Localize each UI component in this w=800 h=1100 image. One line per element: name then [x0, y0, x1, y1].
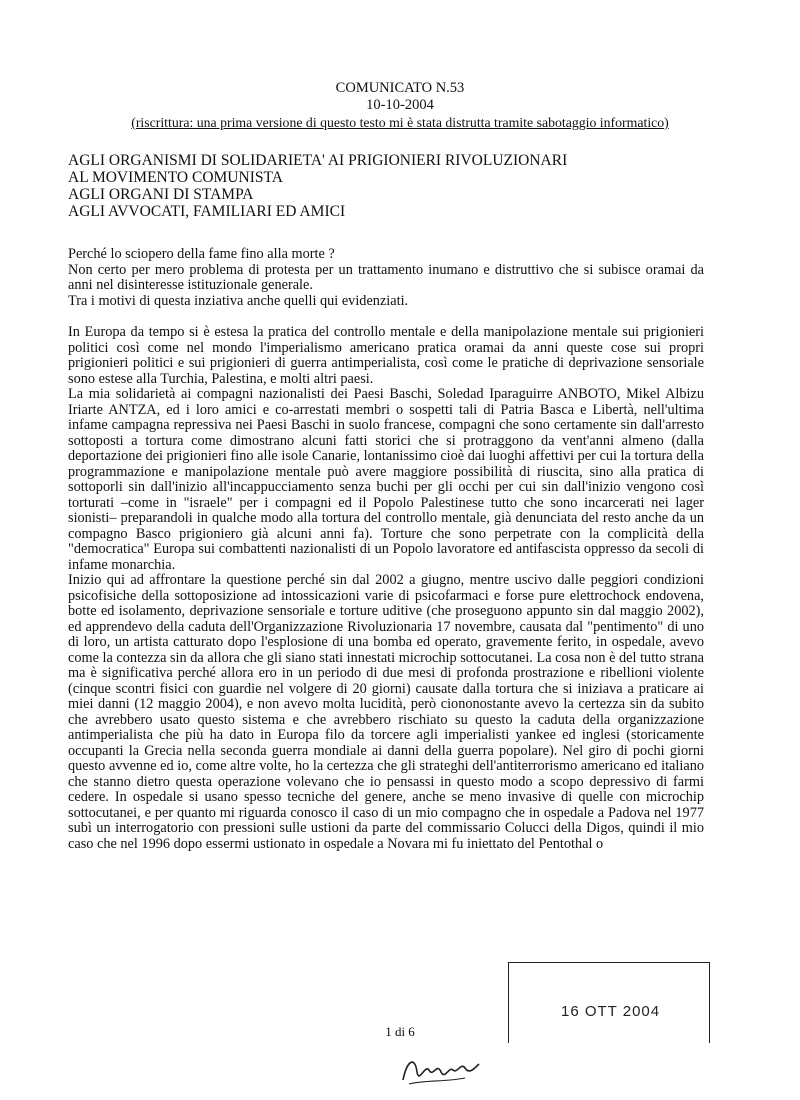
addressee-list — [68, 152, 567, 220]
signature-icon — [395, 1050, 485, 1090]
addressee-line: AGLI ORGANI DI STAMPA — [68, 186, 254, 203]
stamp-date: 16 OTT 2004 — [561, 1003, 661, 1020]
communique-title: COMUNICATO N.53 — [335, 80, 465, 96]
body-paragraph: La mia solidarietà ai compagni nazionalisti dei Paesi Baschi, Soledad Iparaguirre ANBOTO, Mikel Albizu Iriarte ANTZA, ed i loro amici e co-arrestati membri o sospetti tali di Patria Basca e Libertà, nell'ultima infame campagna repressiva nei Paesi Baschi in suolo francese, compagni che sono certamente sin dall'arresto sottoposti a tortura come dimostrano alcuni fatti storici che si protraggono da vent'anni almeno (dalla deportazione dei prigionieri fino alle isole Canarie, lontanissimo cioè dai luoghi affettivi per cui la tortura della programmazione e manipolazione mentale può avere maggiore possibilità di riuscita, sino alla pratica di sottoporli sin dall'inizio all'incappucciamento senza buchi per gli occhi per cui sin dall'inizio vengono così torturati –come in "israele" per i compagni ed il Popolo Palestinese tutto che sono incarcerati nei lager sionisti– preparandoli in qualche modo alla tortura del controllo mentale, già denunciata del resto anche da un compagno Basco prigioniero già alcuni anni fa). Torture che sono perpetrate con la complicità della "democratica" Europa sui combattenti nazionalisti di un Popolo lavoratore ed antifascista oppresso da secoli di infame monarchia. — [68, 386, 704, 573]
document-header — [0, 80, 800, 131]
body-paragraph: In Europa da tempo si è estesa la pratica del controllo mentale e della manipolazione mentale sui prigionieri politici così come nel mondo l'imperialismo americano pratica oramai da anni queste cose sui propri prigionieri politici e sui prigionieri di guerra antimperialista, così come le pratiche di deprivazione sensoriale sono estese alla Turchia, Palestina, e molti altri paesi. — [68, 324, 704, 387]
communique-date: 10-10-2004 — [366, 97, 434, 113]
addressee-line: AGLI AVVOCATI, FAMILIARI ED AMICI — [68, 203, 346, 220]
addressee-line: AL MOVIMENTO COMUNISTA — [68, 169, 283, 186]
body-paragraph: Non certo per mero problema di protesta per un trattamento inumano e distruttivo che si subisce oramai da anni nel disinteresse istituzionale generale. — [68, 261, 704, 293]
document-body — [68, 247, 704, 852]
rewrite-note: (riscrittura: una prima versione di questo testo mi è stata distrutta tramite sabotaggio informatico) — [131, 115, 669, 130]
body-paragraph: Inizio qui ad affrontare la questione perché sin dal 2002 a giugno, mentre uscivo dalle peggiori condizioni psicofisiche della sottoposizione ad intossicazioni varie di psicofarmaci e forse pure elettrochock endovena, botte ed isolamento, deprivazione sensoriale e torture uditive (che proseguono appunto sin dal maggio 2002), ed apprendevo della caduta dell'Organizzazione Rivoluzionaria 17 novembre, causata dal "pentimento" di uno di loro, un artista catturato dopo l'esplosione di una bomba ed operato, gravemente ferito, in ospedale, avevo come la contezza sin da allora che gli siano stati innestati microchip sottocutanei. La cosa non è del tutto strana ma è significativa perché allora ero in un periodo di due mesi di profonda prostrazione e ribellioni violente (cinque scontri fisici con guardie nel volgere di 20 giorni) causate dalla tortura che si iniziava a praticare ai miei danni (12 maggio 2004), e non avevo molta lucidità, però ciononostante avevo la certezza sin da subito che avrebbero usato questo sistema e che avrebbero rischiato su questo la caduta della organizzazione antimperialista che più ha dato in Europa filo da torcere agli imperialisti yankee ed inglesi (storicamente occupanti la Grecia nella seconda guerra mondiale ai danni della guerra popolare). Nel giro di pochi giorni questo avvenne ed io, come altre volte, ho la certezza che gli strateghi dell'antiterrorismo americano ed italiano che stanno dietro questa operazione volevano che io pensassi in questo modo a scopo depressivo di farmi cedere. In ospedale si usano spesso tecniche del genere, anche se meno invasive di quelle con microchip sottocutanei, e per quanto mi riguarda conosco il caso di un mio compagno che in ospedale a Padova nel 1977 subì un interrogatorio con pressioni sulle ustioni da parte del commissario Colucci della Digos, quindi il mio caso che nel 1996 dopo essermi ustionato in ospedale a Novara mi fu iniettato del Pentothal o — [68, 572, 704, 852]
body-paragraph: Tra i motivi di questa inziativa anche quelli qui evidenziati. — [68, 292, 409, 309]
page-number: 1 di 6 — [385, 1024, 415, 1039]
body-paragraph: Perché lo sciopero della fame fino alla morte ? — [68, 246, 335, 262]
addressee-line: AGLI ORGANISMI DI SOLIDARIETA' AI PRIGIONIERI RIVOLUZIONARI — [68, 152, 568, 169]
